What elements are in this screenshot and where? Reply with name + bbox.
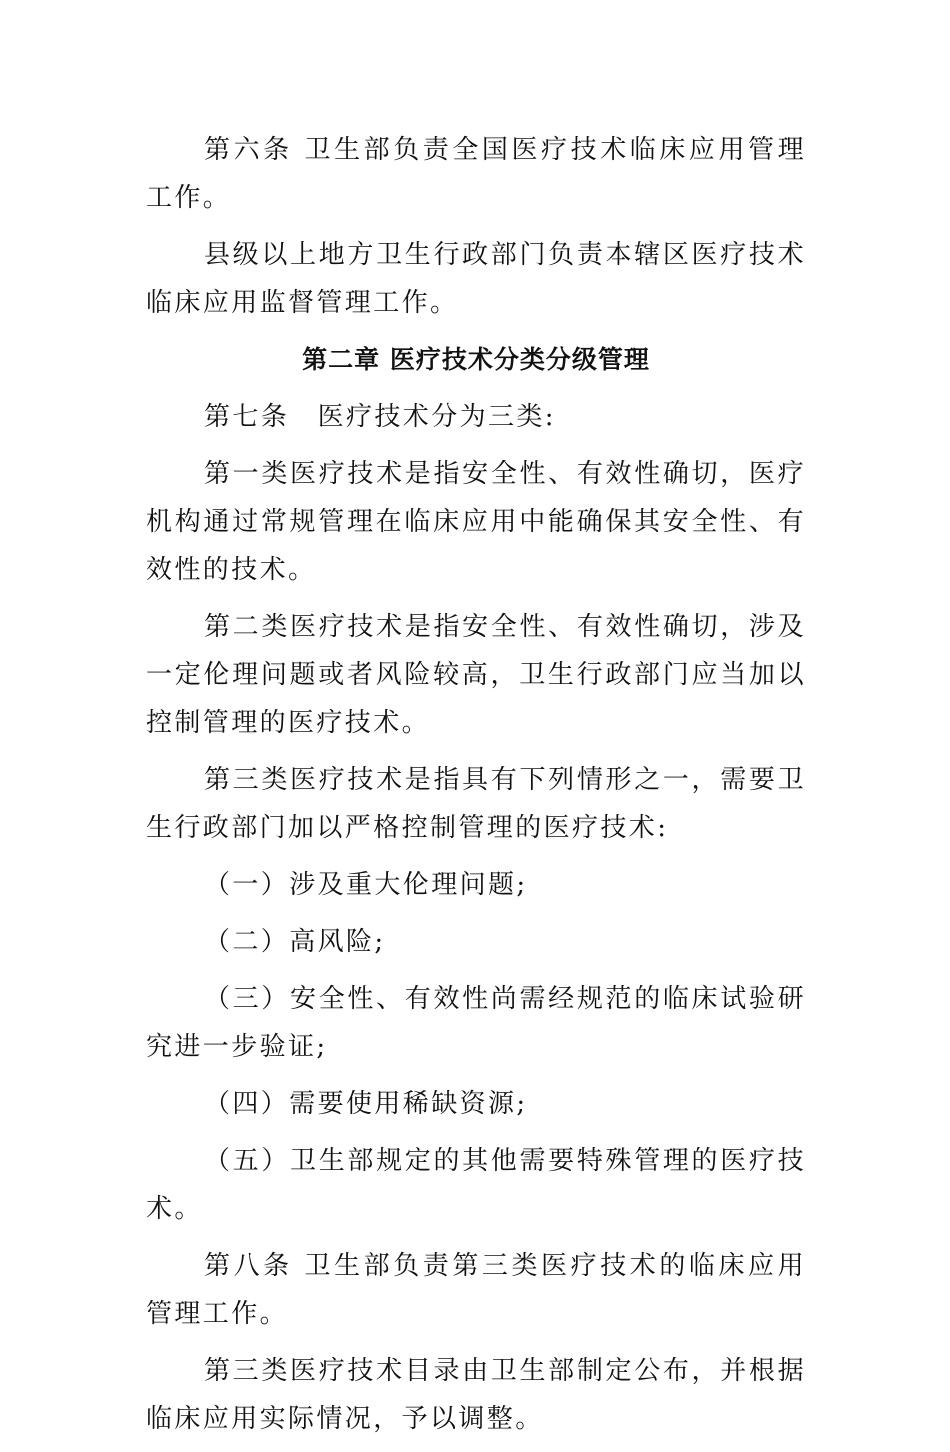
list-item-5: （五）卫生部规定的其他需要特殊管理的医疗技术。 [146,1146,806,1224]
article-6-county-paragraph: 县级以上地方卫生行政部门负责本辖区医疗技术临床应用监督管理工作。 [146,240,806,318]
list-item-2: （二）高风险; [204,927,386,957]
class-1-paragraph: 第一类医疗技术是指安全性、有效性确切，医疗机构通过常规管理在临床应用中能确保其安全性、有效性的技术。 [146,459,806,585]
article-6: 第六条 卫生部负责全国医疗技术临床应用管理工作。 [146,135,806,213]
class-3-paragraph: 第三类医疗技术是指具有下列情形之一，需要卫生行政部门加以严格控制管理的医疗技术: [146,765,806,843]
article-8: 第八条 卫生部负责第三类医疗技术的临床应用管理工作。 [146,1251,806,1329]
class-2-paragraph: 第二类医疗技术是指安全性、有效性确切，涉及一定伦理问题或者风险较高，卫生行政部门应当加以控制管理的医疗技术。 [146,612,806,738]
article-7: 第七条 医疗技术分为三类: [204,402,556,432]
document-body [146,126,806,1452]
article-8-catalog-paragraph: 第三类医疗技术目录由卫生部制定公布，并根据临床应用实际情况，予以调整。 [146,1356,806,1434]
list-item-3: （三）安全性、有效性尚需经规范的临床试验研究进一步验证; [146,984,806,1062]
chapter-2-heading: 第二章 医疗技术分类分级管理 [302,345,650,374]
list-item-1: （一）涉及重大伦理问题; [204,870,528,900]
list-item-4: （四）需要使用稀缺资源; [204,1089,528,1119]
